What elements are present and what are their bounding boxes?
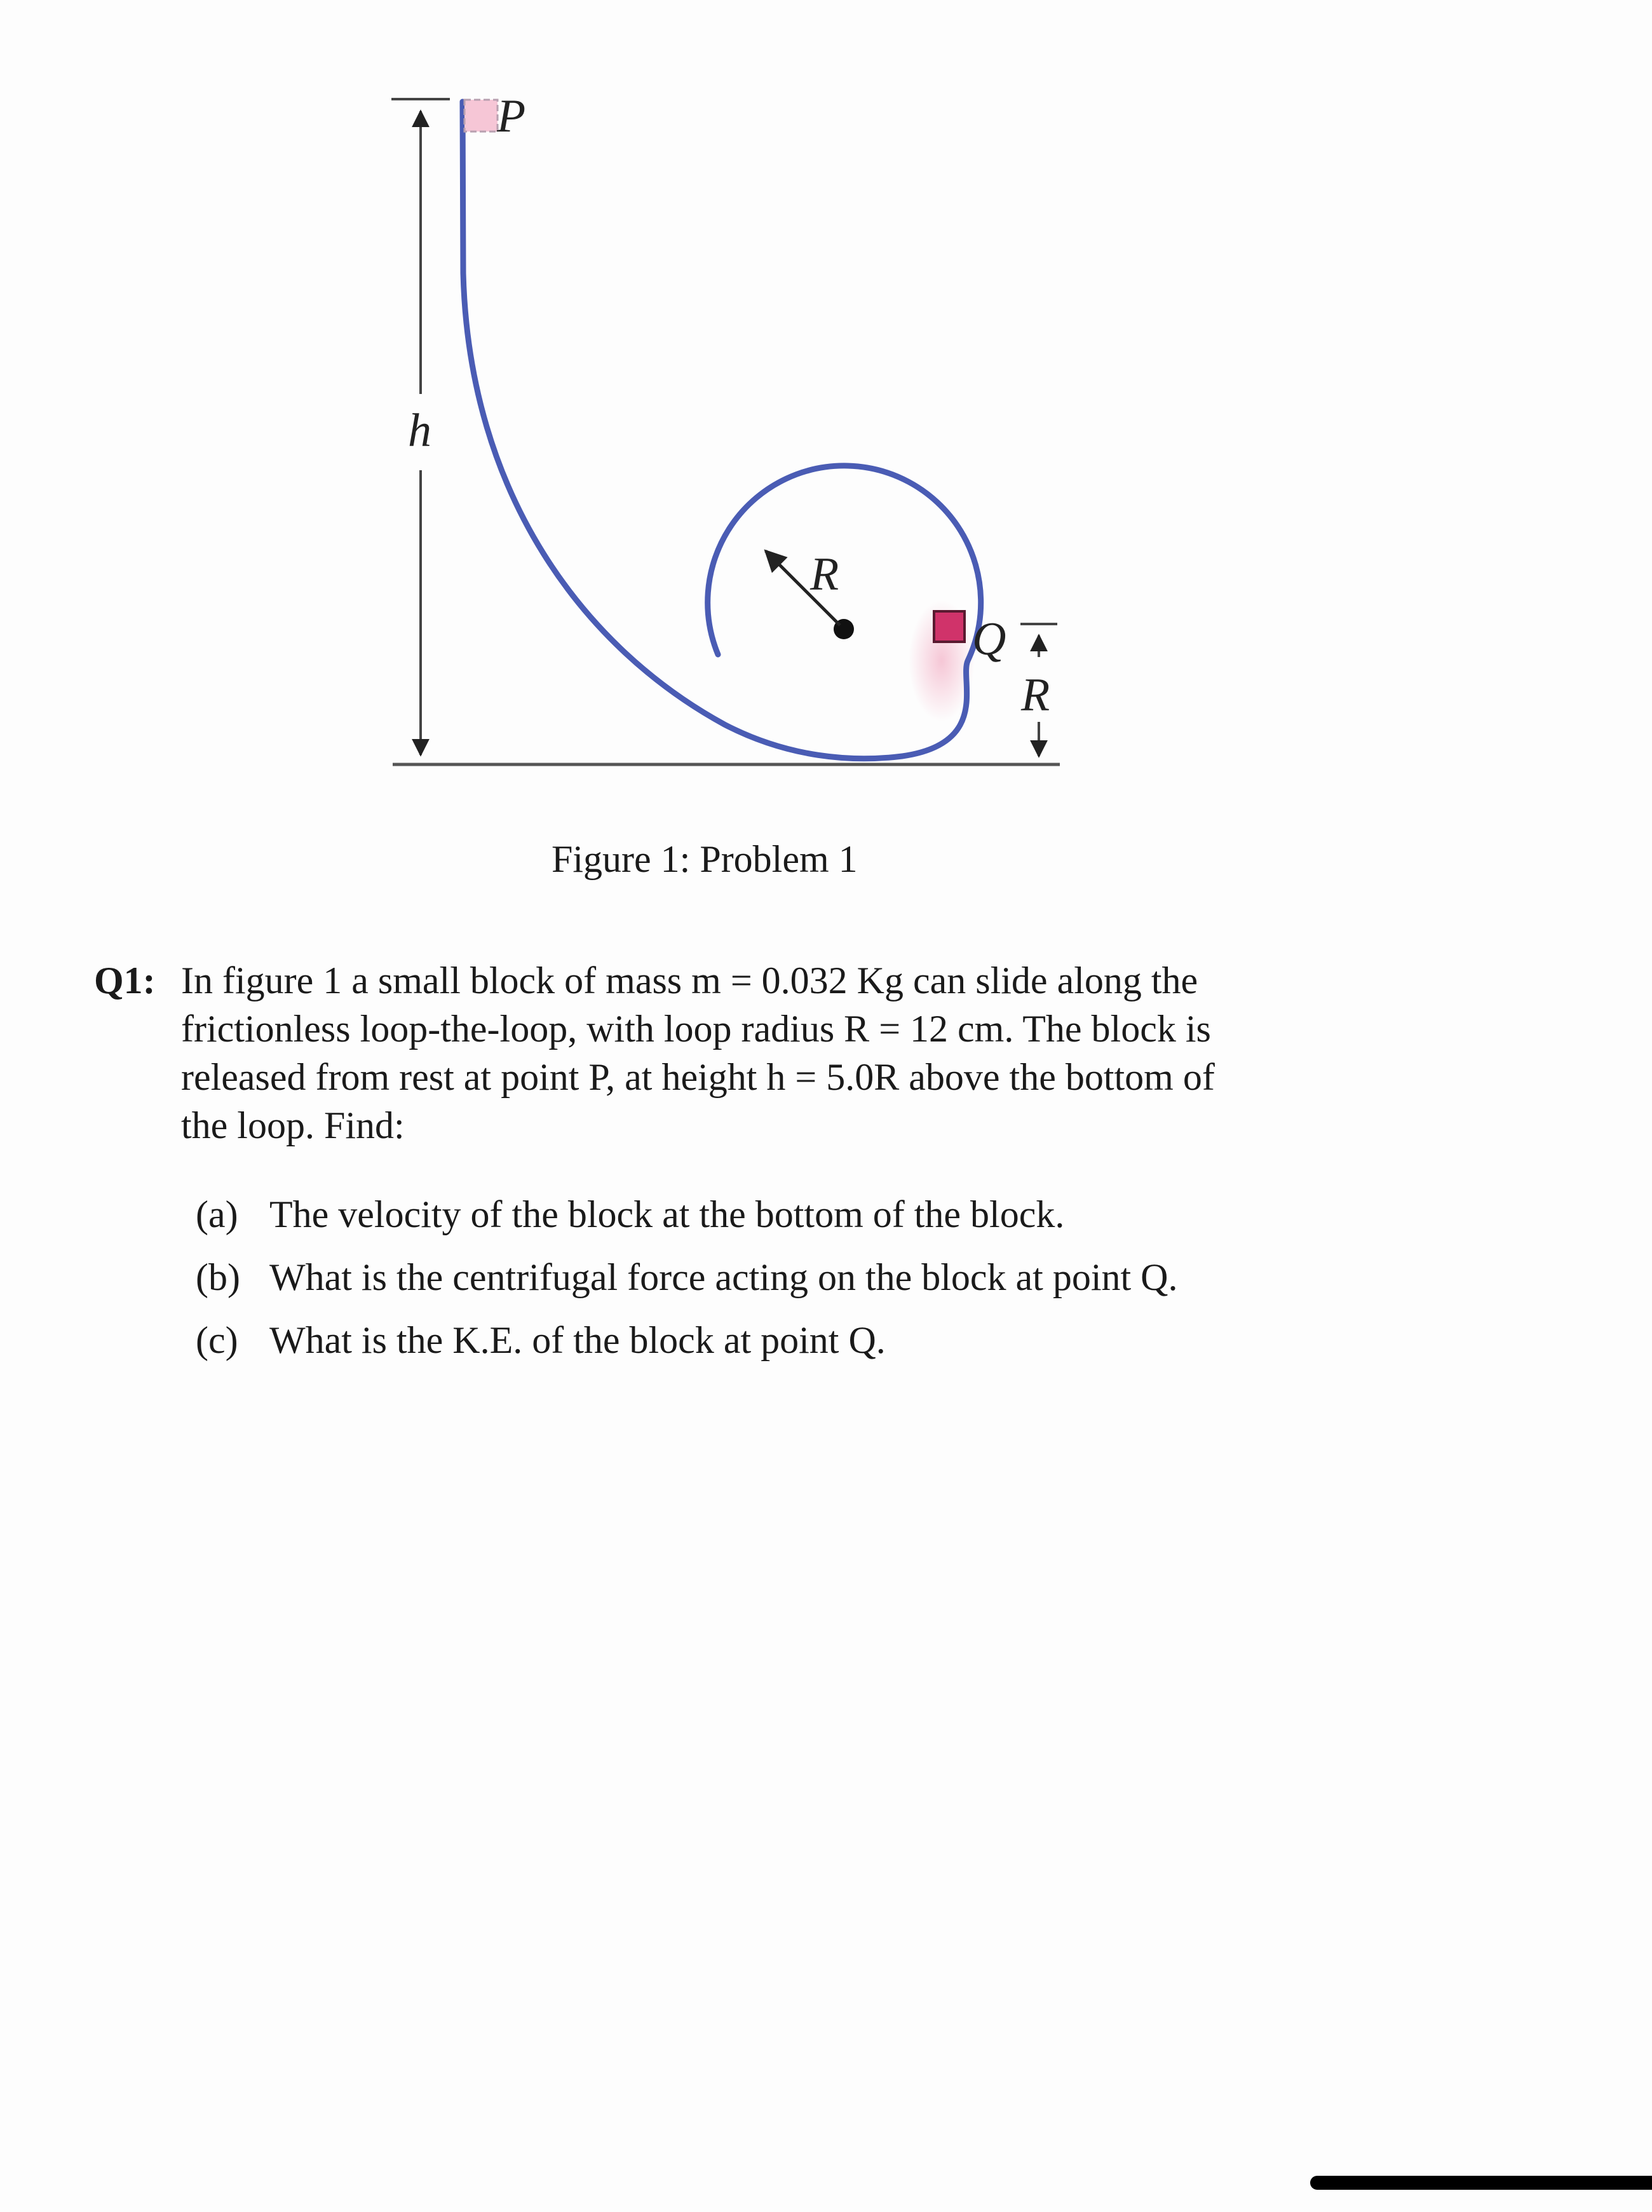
part-a bbox=[196, 1183, 1178, 1246]
question-q1 bbox=[94, 956, 1371, 1150]
question-line-2: frictionless loop-the-loop, with loop radius R = 12 cm. The block is bbox=[181, 1008, 1211, 1050]
question-line-1 bbox=[181, 956, 1371, 1005]
height-dimension bbox=[391, 99, 450, 755]
loop-the-loop-figure bbox=[0, 0, 1652, 826]
block-start bbox=[464, 100, 498, 132]
part-b-text: What is the centrifugal force acting on the block at point Q. bbox=[269, 1256, 1178, 1298]
question-line-4: the loop. Find: bbox=[181, 1104, 405, 1146]
radius-label-outer: R bbox=[1021, 669, 1050, 721]
part-b-label: (b) bbox=[196, 1256, 240, 1298]
radius-label-inner: R bbox=[810, 548, 839, 600]
part-b bbox=[196, 1246, 1178, 1309]
point-q-label: Q bbox=[972, 613, 1006, 665]
question-line-1-text: In figure 1 a small block of mass m = 0.032 Kg can slide along the bbox=[181, 960, 1198, 1001]
block-q bbox=[934, 611, 965, 642]
part-a-text: The velocity of the block at the bottom of the block. bbox=[269, 1193, 1065, 1235]
part-c-label: (c) bbox=[196, 1319, 238, 1361]
figure-caption: Figure 1: Problem 1 bbox=[552, 838, 858, 880]
radius-dimension bbox=[1020, 624, 1057, 756]
question-label: Q1: bbox=[94, 960, 156, 1001]
part-a-label: (a) bbox=[196, 1193, 238, 1235]
loop-track bbox=[463, 102, 981, 759]
question-line-3: released from rest at point P, at height h = 5.0R above the bottom of bbox=[181, 1056, 1215, 1098]
part-c bbox=[196, 1309, 1178, 1372]
question-parts bbox=[196, 1183, 1178, 1372]
point-p-label: P bbox=[497, 90, 526, 142]
height-label: h bbox=[408, 405, 431, 457]
part-c-text: What is the K.E. of the block at point Q. bbox=[269, 1319, 886, 1361]
home-indicator[interactable] bbox=[1310, 2176, 1652, 2190]
